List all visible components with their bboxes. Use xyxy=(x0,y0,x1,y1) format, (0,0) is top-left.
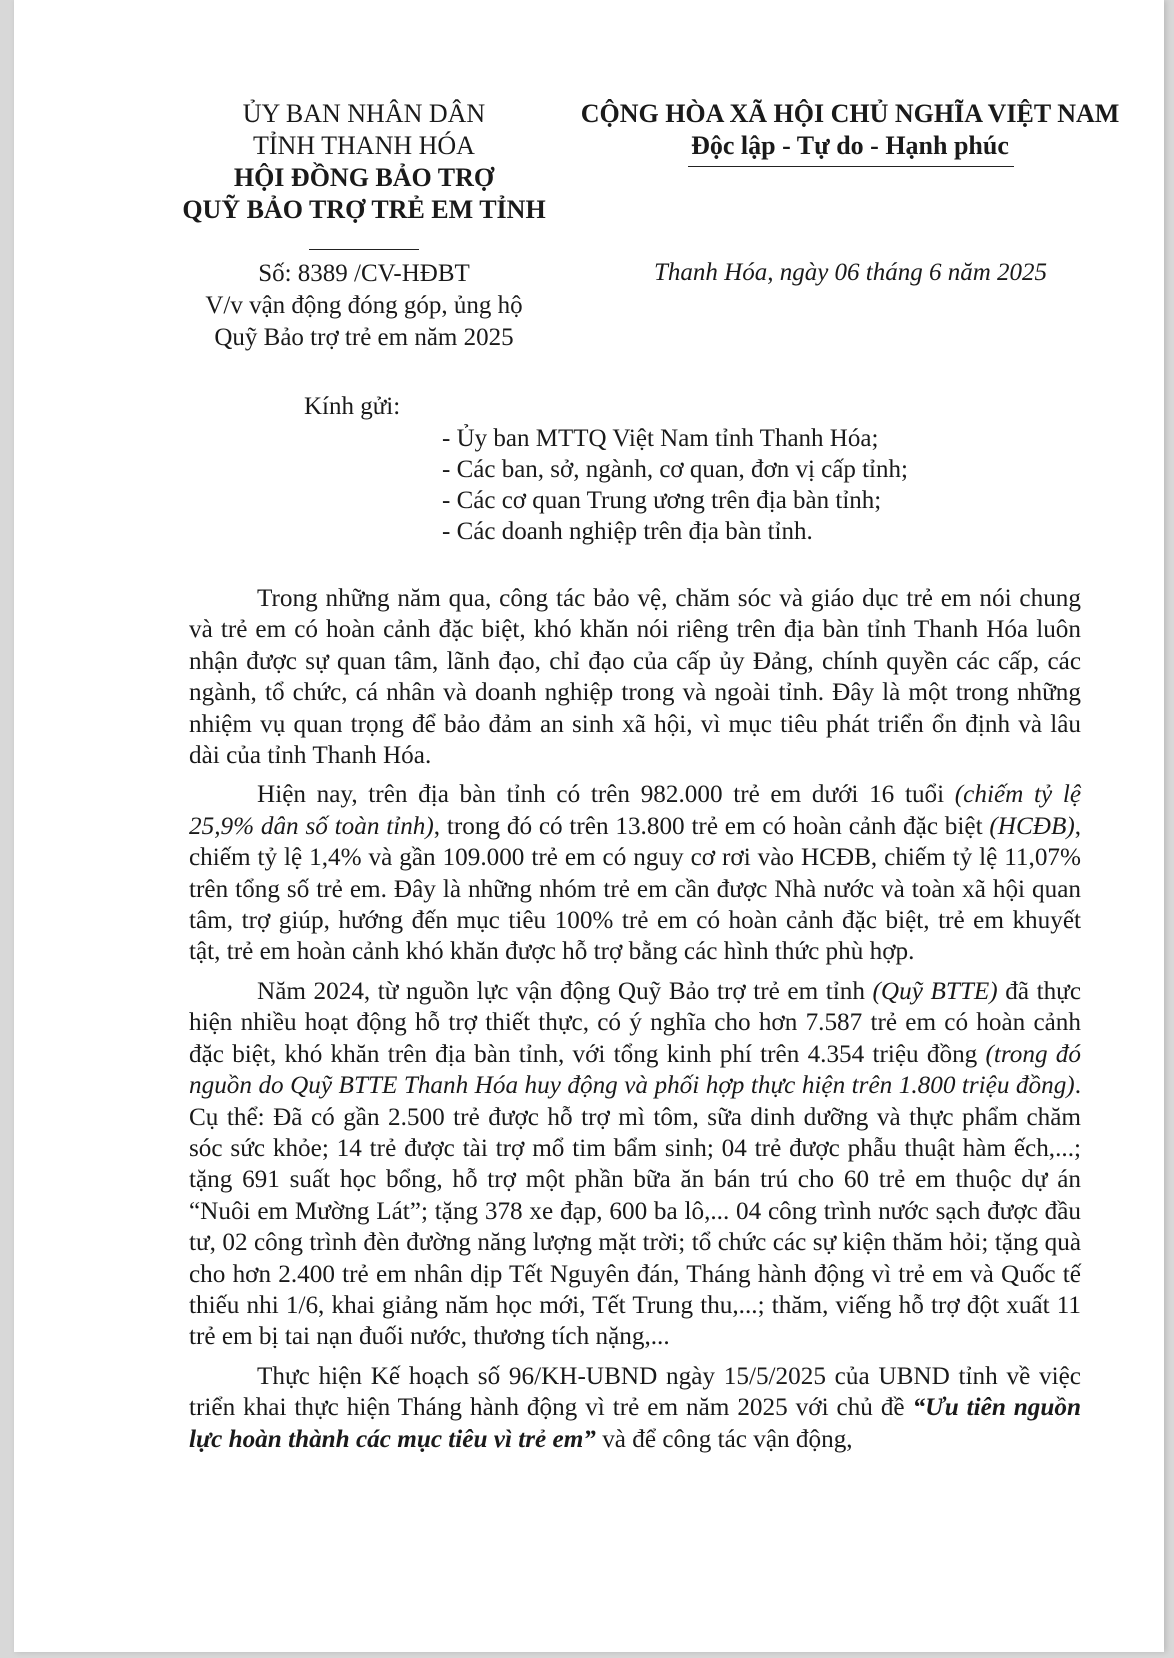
recipient-item: - Ủy ban MTTQ Việt Nam tỉnh Thanh Hóa; xyxy=(442,425,879,452)
paragraph-4 xyxy=(189,1361,1081,1455)
motto-underline xyxy=(688,166,1014,167)
text-run: Năm 2024, từ nguồn lực vận động Quỹ Bảo trợ trẻ em tỉnh xyxy=(257,977,873,1005)
agency-underline xyxy=(309,249,419,250)
motto: Độc lập - Tự do - Hạnh phúc xyxy=(691,131,1009,160)
agency-line-3: HỘI ĐỒNG BẢO TRỢ xyxy=(233,163,495,192)
agency-line-4: QUỸ BẢO TRỢ TRẺ EM TỈNH xyxy=(182,195,546,224)
recipient-list xyxy=(442,423,908,547)
italic-run: (HCĐB) xyxy=(989,812,1075,840)
text-run: và để công tác vận động, xyxy=(595,1425,853,1453)
text-run: Hiện nay, trên địa bàn tỉnh có trên 982.000 trẻ em dưới 16 tuổi xyxy=(257,781,955,809)
italic-run: (Quỹ BTTE) xyxy=(872,977,998,1005)
paragraph-2 xyxy=(189,779,1081,967)
issuing-agency xyxy=(164,98,564,258)
greeting: Kính gửi: xyxy=(304,393,401,420)
paragraph-1: Trong những năm qua, công tác bảo vệ, chăm sóc và giáo dục trẻ em nói chung và trẻ em có hoàn cảnh đặc biệt, khó khăn nói riêng trên địa bàn tỉnh Thanh Hóa luôn nhận được sự quan tâm, lãnh đạo, chỉ đạo của cấp ủy Đảng, chính quyền các cấp, các ngành, tổ chức, cá nhân và doanh nghiệp trong và ngoài tỉnh. Đây là một trong những nhiệm vụ quan trọng để bảo đảm an sinh xã hội, vì mục tiêu phát triển ổn định và lâu dài của tỉnh Thanh Hóa. xyxy=(189,585,1081,770)
subject-line-1: V/v vận động đóng góp, ủng hộ xyxy=(205,292,523,319)
recipient-item: - Các ban, sở, ngành, cơ quan, đơn vị cấp tỉnh; xyxy=(442,456,908,483)
paragraph-3 xyxy=(189,976,1081,1353)
recipient-item: - Các doanh nghiệp trên địa bàn tỉnh. xyxy=(442,518,813,545)
document-number: Số: 8389 /CV-HĐBT xyxy=(258,260,470,287)
national-header xyxy=(580,98,1120,162)
recipient-item: - Các cơ quan Trung ương trên địa bàn tỉnh; xyxy=(442,487,882,514)
subject-line-2: Quỹ Bảo trợ trẻ em năm 2025 xyxy=(214,324,514,351)
text-run: Thực hiện Kế hoạch số 96/KH-UBND ngày 15/5/2025 của UBND tỉnh về việc triển khai thực hiện Tháng hành động vì trẻ em năm 2025 với chủ đề xyxy=(189,1362,1081,1422)
text-run: . Cụ thể: Đã có gần 2.500 trẻ được hỗ trợ mì tôm, sữa dinh dưỡng và thực phẩm chăm sóc sức khỏe; 14 trẻ được tài trợ mổ tim bẩm sinh; 04 trẻ được phẫu thuật hàm ếch,...; tặng 691 suất học bổng, hỗ trợ một phần bữa ăn bán trú cho 60 trẻ em thuộc dự án “Nuôi em Mường Lát”; tặng 378 xe đạp, 600 ba lô,... 04 công trình nước sạch được đầu tư, 02 công trình đèn đường năng lượng mặt trời; tổ chức các sự kiện thăm hỏi; tặng quà cho hơn 2.400 trẻ em nhân dịp Tết Nguyên đán, Tháng hành động vì trẻ em và Quốc tế thiếu nhi 1/6, khai giảng năm học mới, Tết Trung thu,...; thăm, viếng hỗ trợ đột xuất 11 trẻ em bị tai nạn đuối nước, thương tích nặng,... xyxy=(189,1072,1081,1351)
document-body xyxy=(189,583,1081,1463)
italic-run: (trong đó nguồn do Quỹ BTTE Thanh Hóa huy động và phối hợp thực hiện trên 1.800 triệu đồng) xyxy=(189,1040,1081,1100)
agency-line-2: TỈNH THANH HÓA xyxy=(253,131,475,160)
place-date: Thanh Hóa, ngày 06 tháng 6 năm 2025 xyxy=(654,259,1048,286)
text-run: , trong đó có trên 13.800 trẻ em có hoàn cảnh đặc biệt xyxy=(433,812,990,840)
document-page xyxy=(14,0,1164,1652)
italic-run: (chiếm tỷ lệ 25,9% dân số toàn tỉnh) xyxy=(189,781,1082,840)
bold-italic-run: “Ưu tiên nguồn lực hoàn thành các mục tiêu vì trẻ em” xyxy=(189,1394,1082,1453)
text-run: , chiếm tỷ lệ 1,4% và gần 109.000 trẻ em có nguy cơ rơi vào HCĐB, chiếm tỷ lệ 11,07% trên tổng số trẻ em. Đây là những nhóm trẻ em cần được Nhà nước và toàn xã hội quan tâm, trợ giúp, hướng đến mục tiêu 100% trẻ em có hoàn cảnh đặc biệt, trẻ em khuyết tật, trẻ em hoàn cảnh khó khăn được hỗ trợ bằng các hình thức phù hợp. xyxy=(189,812,1082,966)
text-run: đã thực hiện nhiều hoạt động hỗ trợ thiết thực, có ý nghĩa cho hơn 7.587 trẻ em có hoàn cảnh đặc biệt, khó khăn trên địa bàn tỉnh, với tổng kinh phí trên 4.354 triệu đồng xyxy=(189,977,1081,1068)
document-meta xyxy=(174,258,554,354)
nation-title: CỘNG HÒA XÃ HỘI CHỦ NGHĨA VIỆT NAM xyxy=(580,99,1120,128)
agency-line-1: ỦY BAN NHÂN DÂN xyxy=(242,99,486,128)
